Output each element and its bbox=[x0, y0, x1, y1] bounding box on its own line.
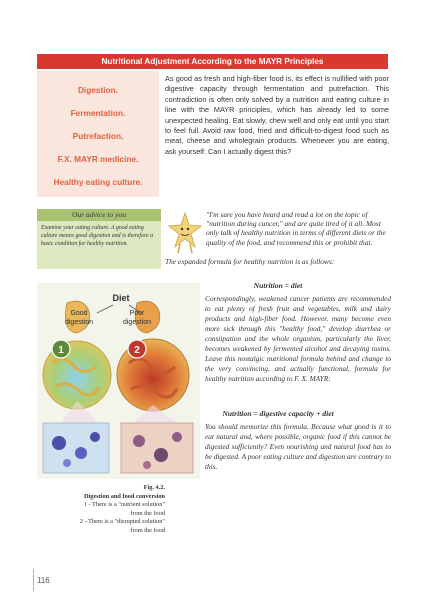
poor-cells-inset bbox=[121, 423, 193, 473]
expanded-formula-intro: The expanded formula for healthy nutrition is as follows: bbox=[165, 257, 335, 266]
caption-fig-number: Fig. 4.2. bbox=[143, 484, 165, 491]
page-number-rule bbox=[33, 569, 34, 591]
poor-label-line1: Poor bbox=[129, 310, 145, 317]
good-label-line2: digestion bbox=[64, 319, 94, 326]
caption-line-1: 1 - There is a "nutrient solution" bbox=[83, 501, 165, 509]
caption-line-1b: from the food bbox=[130, 509, 165, 517]
good-cells-inset bbox=[43, 423, 109, 473]
poor-label-line2: digestion bbox=[122, 319, 152, 326]
body-paragraph-1: Correspondingly, weakened cancer patients are recommended to eat plenty of fresh fruit and vegetables, milk and dairy products and high-fiber food. However, many become even more sick through this "healthy food," develop diarrhea or constipation and the whole organism, particularly the liver, becomes weakened by fermented alcohol and decaying toxins. Leave this nostalgic nutritional formula behind and change to the very convincing, and actually functional, formula for healthy nutrition according to F. X. MAYR: bbox=[205, 294, 391, 383]
intro-paragraph: As good as fresh and high-fiber food is, its effect is nullified with poor digestive capacity through fermentation and putrefaction. This contradiction is often only solved by a nutrition and eating culture in line with the MAYR principles, which has already led to some unexpected healing. Eat slowly, chew well and only eat until you start to feel full. Avoid raw food, fried and difficult-to-digest food such as meat, cheese and wholegrain products. Whenever you are eating, ask yourself: Can I actually digest this? bbox=[165, 74, 389, 156]
topic-eating-culture: Healthy eating culture. bbox=[53, 177, 143, 187]
page-top-margin bbox=[0, 0, 424, 48]
caption-line-2b: from the food bbox=[130, 526, 165, 534]
topic-mayr-medicine: F.X. MAYR medicine. bbox=[57, 154, 139, 164]
good-label-line1: Good bbox=[70, 310, 88, 317]
advice-body: Examine your eating culture. A good eating culture means good digestion and is therefore a basic condition for healthy nutrition. bbox=[41, 225, 154, 248]
poor-stomach-icon bbox=[135, 301, 159, 333]
topic-digestion: Digestion. bbox=[77, 85, 119, 95]
formula-nutrition-diet: Nutrition = diet bbox=[253, 281, 303, 290]
page-number: 116 bbox=[37, 576, 50, 585]
section-header: Nutritional Adjustment According to the MAYR Principles bbox=[37, 54, 388, 69]
good-stomach-icon bbox=[65, 301, 89, 333]
advice-title: Our advice to you bbox=[37, 209, 161, 221]
quote-text: "I'm sure you have heard and read a lot on the topic of "nutrition during cancer," and are quite tired of it all. Most only talk of healthy nutrition in terms of different diets or the quality of the food, and recommend this or prohibit that. bbox=[206, 210, 386, 247]
digestion-figure bbox=[37, 283, 200, 479]
figure-num-2: 2 bbox=[134, 345, 140, 356]
advice-box bbox=[37, 209, 161, 269]
caption-line-2: 2 - There is a "disrupted solution" bbox=[79, 518, 165, 526]
body-paragraph-2: You should memorize this formula. Because what good is it to eat natural and, where possible, organic food if this cannot be digested sufficiently? Even nourishing and natural food has to be digested. A poor eating culture and digestion are contrary to this. bbox=[205, 422, 391, 471]
formula-digestive-capacity: Nutrition = digestive capacity + diet bbox=[222, 409, 334, 418]
caption-title: Digestion and food conversion bbox=[84, 492, 165, 500]
figure-diet-label: Diet bbox=[112, 293, 130, 303]
topics-box bbox=[37, 71, 159, 197]
star-mascot-icon bbox=[168, 211, 202, 255]
figure-num-1: 1 bbox=[58, 345, 64, 356]
figure-caption bbox=[37, 484, 165, 536]
topic-fermentation: Fermentation. bbox=[70, 108, 126, 118]
topic-putrefaction: Putrefaction. bbox=[72, 131, 124, 141]
